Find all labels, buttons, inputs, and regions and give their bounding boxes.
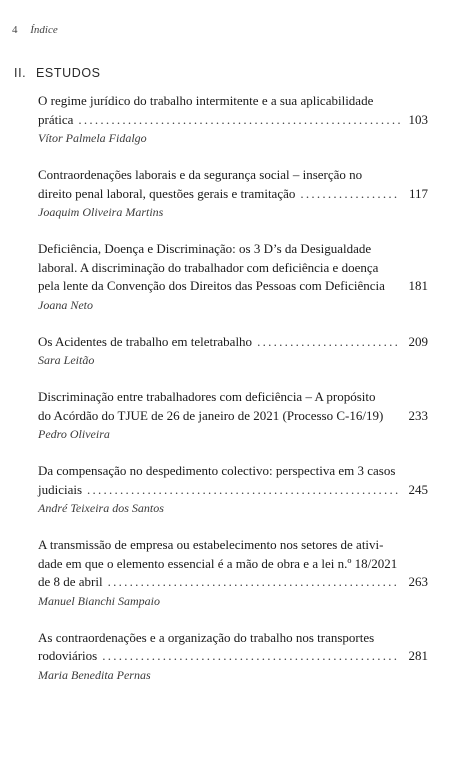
- toc-entry-page-number: 245: [408, 481, 428, 497]
- toc-entry-page-number: 103: [408, 111, 428, 127]
- toc-entry-title-line: [38, 481, 428, 500]
- toc-entry-title: [38, 388, 428, 425]
- running-head: [12, 24, 58, 36]
- toc-entry-title: [38, 240, 428, 296]
- toc-entry-author: Vítor Palmela Fidalgo: [38, 131, 147, 145]
- toc-entry-author: Maria Benedita Pernas: [38, 667, 151, 682]
- toc-entry-title-text: Contraordenações laborais e da segurança social – inserção no: [38, 167, 363, 182]
- toc-entry-title-line: [38, 259, 428, 278]
- toc-entry-title-line: [38, 407, 428, 426]
- toc-entry-title-text: Da compensação no despedimento colectivo: perspectiva em 3 casos: [38, 463, 396, 478]
- toc-entry-title-text: do Acórdão do TJUE de 26 de janeiro de 2021 (Processo C-16/19): [38, 407, 384, 423]
- toc-entry[interactable]: [38, 240, 428, 314]
- toc-entry[interactable]: [38, 388, 428, 443]
- toc-entry-title-line: [38, 462, 428, 481]
- toc-entry[interactable]: [38, 333, 428, 370]
- toc-entry-title-text: direito penal laboral, questões gerais e tramitação: [38, 185, 296, 201]
- toc-entry[interactable]: [38, 629, 428, 684]
- toc-entry-title: [38, 462, 428, 499]
- toc-entry-title-line: [38, 388, 428, 407]
- section-roman-numeral: II.: [14, 66, 27, 80]
- toc-entry-title: [38, 166, 428, 203]
- dot-leader: [102, 647, 399, 666]
- section-title: ESTUDOS: [36, 66, 101, 80]
- toc-entry-author: Joaquim Oliveira Martins: [38, 205, 164, 219]
- dot-leader: [87, 481, 399, 500]
- section-heading: [14, 66, 101, 80]
- toc-entry-title-line: [38, 240, 428, 259]
- dot-leader: [108, 573, 400, 592]
- toc-entry-title-line: [38, 536, 428, 555]
- toc-entry-title-text: dade em que o elemento essencial é a mão de obra e a lei n.º 18/2021: [38, 555, 398, 571]
- toc-entry-title-line: [38, 111, 428, 130]
- toc-entry-title-text: O regime jurídico do trabalho intermitente e a sua aplicabilidade: [38, 93, 374, 108]
- dot-leader: [257, 333, 399, 352]
- toc-entry-title-line: [38, 92, 428, 111]
- toc-entry-title-text: laboral. A discriminação do trabalhador com deficiência e doença: [38, 259, 379, 275]
- toc-entry[interactable]: [38, 462, 428, 517]
- toc-entry-title-text: pela lente da Convenção dos Direitos das Pessoas com Deficiência: [38, 278, 385, 293]
- toc-entry-page-number: 233: [408, 407, 428, 423]
- toc-entry-title-text: A transmissão de empresa ou estabelecimento nos setores de ativi-: [38, 537, 384, 552]
- toc-entry-title: [38, 536, 428, 592]
- toc-entry-author: Pedro Oliveira: [38, 427, 110, 441]
- dot-leader: [300, 185, 400, 204]
- toc-entry-title-text: Deficiência, Doença e Discriminação: os 3 D’s da Desigualdade: [38, 241, 372, 256]
- toc-entry-title-text: Os Acidentes de trabalho em teletrabalho: [38, 333, 253, 349]
- toc-entry-title-text: As contraordenações e a organização do trabalho nos transportes: [38, 629, 375, 645]
- toc-entry-title: [38, 629, 428, 666]
- toc-entry-title: [38, 92, 428, 129]
- toc-entry[interactable]: [38, 166, 428, 221]
- toc-entry-title-line: [38, 166, 428, 185]
- running-head-title: Índice: [30, 24, 58, 36]
- toc-entry-page-number: 181: [408, 278, 428, 293]
- toc-entry-title-line: [38, 333, 428, 352]
- toc-entry[interactable]: [38, 536, 428, 610]
- toc-entry-page-number: 263: [408, 574, 428, 589]
- toc-entry[interactable]: [38, 92, 428, 147]
- toc-entry-title-text: Discriminação entre trabalhadores com deficiência – A propósito: [38, 389, 376, 404]
- toc-entry-title: [38, 333, 428, 352]
- toc-entry-title-text: rodoviários: [38, 648, 98, 663]
- toc-entry-title-line: [38, 647, 428, 666]
- toc-entry-author: André Teixeira dos Santos: [38, 501, 164, 515]
- toc-entry-title-text: prática: [38, 111, 74, 127]
- toc-entry-page-number: 209: [408, 333, 428, 349]
- toc-entry-title-text: judiciais: [38, 481, 83, 497]
- toc-entry-title-line: [38, 629, 428, 648]
- toc-entry-author: Sara Leitão: [38, 353, 95, 367]
- toc-entry-list: [38, 92, 428, 703]
- toc-entry-page-number: 281: [408, 648, 428, 663]
- toc-entry-title-line: [38, 185, 428, 204]
- toc-entry-author: Manuel Bianchi Sampaio: [38, 593, 160, 608]
- page-number: 4: [12, 24, 18, 36]
- toc-entry-author: Joana Neto: [38, 297, 93, 312]
- toc-entry-title-text: de 8 de abril: [38, 574, 103, 589]
- toc-entry-page-number: 117: [408, 185, 428, 201]
- toc-entry-title-line: [38, 573, 428, 592]
- toc-entry-title-line: [38, 555, 428, 574]
- toc-entry-title-line: [38, 277, 428, 296]
- dot-leader: [78, 111, 399, 130]
